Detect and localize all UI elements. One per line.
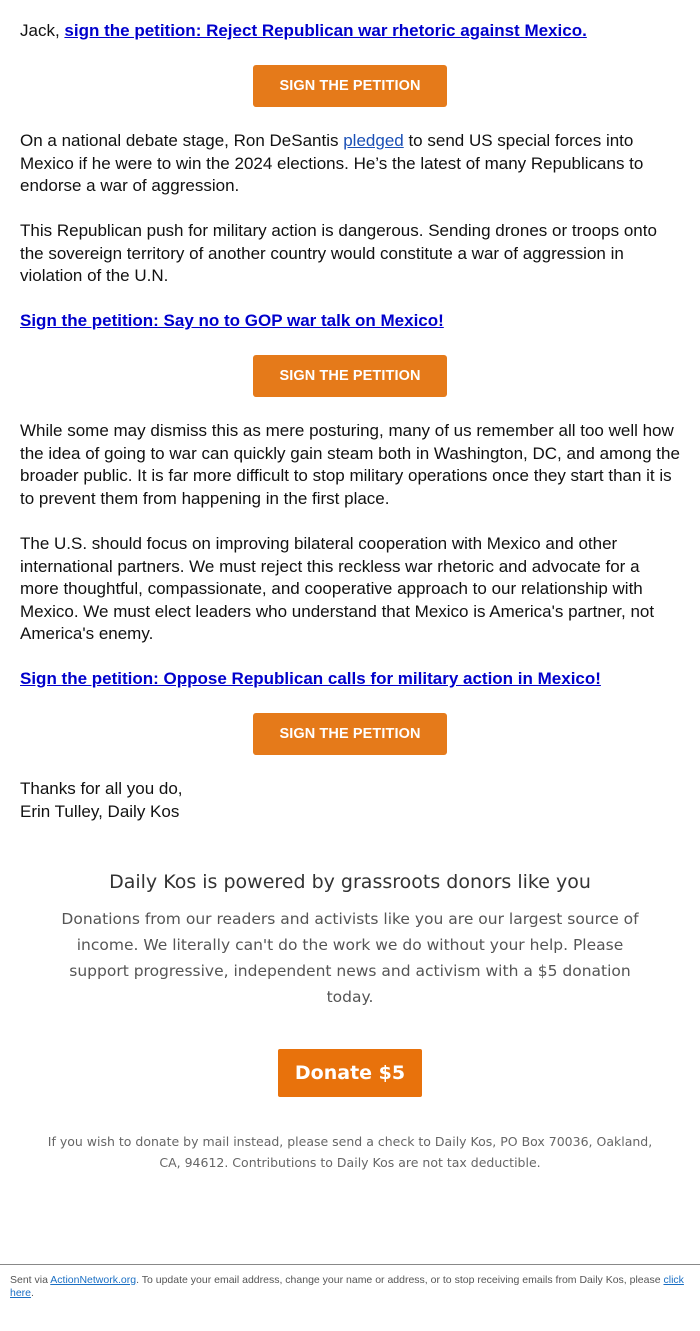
paragraph-cooperation: The U.S. should focus on improving bilateral cooperation with Mexico and other international partners. We must reject this reckless war rhetoric and advocate for a more thoughtful, compassionate, and cooperative approach to our relationship with Mexico. We must elect leaders who understand that Mexico is America's partner, not America's enemy. [20,534,655,644]
footer-text: Sent via ActionNetwork.org. To update your email address, change your name or address, or to stop receiving emails from Daily Kos, please click here. [10,1274,684,1299]
promo-body: Donations from our readers and activists like you are our largest source of income. We literally can't do the work we do without your help. Please support progressive, independent news and activism with a $5 donation today. [61,910,639,1006]
petition-link-1[interactable]: sign the petition: Reject Republican war rhetoric against Mexico. [64,21,587,40]
donate-button[interactable]: Donate $5 [278,1049,422,1097]
paragraph-debate: On a national debate stage, Ron DeSantis pledged to send US special forces into Mexico if he were to win the 2024 elections. He’s the latest of many Republicans to endorse a war of aggression. [20,131,644,196]
pledged-link[interactable]: pledged [343,131,404,150]
petition-link-3[interactable]: Sign the petition: Oppose Republican calls for military action in Mexico! [20,669,601,688]
greeting-name: Jack, [20,21,60,40]
petition-link-2[interactable]: Sign the petition: Say no to GOP war talk on Mexico! [20,311,444,330]
paragraph-posturing: While some may dismiss this as mere posturing, many of us remember all too well how the idea of going to war can quickly gain steam both in Washington, DC, and among the broader public. It is far more difficult to stop military operations once they start than it is to prevent them from happening in the first place. [20,421,680,508]
promo-heading: Daily Kos is powered by grassroots donors like you [109,871,591,893]
footer-divider [0,1264,700,1265]
sign-petition-button-3[interactable]: SIGN THE PETITION [253,713,447,755]
petition-link-3-line [20,668,682,691]
paragraph-danger: This Republican push for military action is dangerous. Sending drones or troops onto the sovereign territory of another country would constitute a war of aggression in violation of the U.N. [20,221,657,286]
signoff-line-2: Erin Tulley, Daily Kos [20,801,180,821]
unsubscribe-link[interactable]: click here [10,1274,684,1299]
mail-donation-note: If you wish to donate by mail instead, please send a check to Daily Kos, PO Box 70036, Oakland, CA, 94612. Contributions to Daily Kos are not tax deductible. [47,1134,653,1170]
sign-petition-button-1[interactable]: SIGN THE PETITION [253,65,447,107]
signoff-line-1: Thanks for all you do, [20,779,183,798]
petition-link-2-line [20,310,682,333]
sign-petition-button-2[interactable]: SIGN THE PETITION [253,355,447,397]
actionnetwork-link[interactable]: ActionNetwork.org [50,1274,137,1286]
signoff [20,778,682,823]
greeting-line [20,20,587,42]
